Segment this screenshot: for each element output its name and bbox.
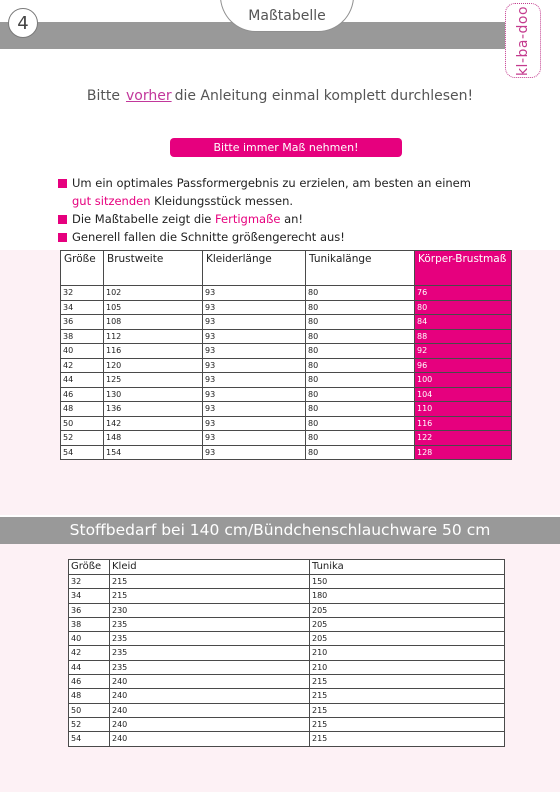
table-cell: 50 xyxy=(61,416,104,431)
table-cell: 32 xyxy=(61,286,104,301)
table-cell: 48 xyxy=(61,402,104,417)
fabric-table-header-row xyxy=(69,560,505,575)
table-cell: 128 xyxy=(415,445,512,460)
table-cell: 93 xyxy=(203,358,306,373)
table-cell: 93 xyxy=(203,329,306,344)
bullet-3: Generell fallen die Schnitte größengerecht aus! xyxy=(72,230,345,244)
table-cell: 54 xyxy=(61,445,104,460)
table-cell: 93 xyxy=(203,315,306,330)
table-cell: 96 xyxy=(415,358,512,373)
table-cell: 93 xyxy=(203,373,306,388)
bullet-1-line1: Um ein optimales Passformergebnis zu erzielen, am besten an einem xyxy=(72,176,471,190)
table-cell: 116 xyxy=(415,416,512,431)
table-cell: 110 xyxy=(415,402,512,417)
table-cell: 92 xyxy=(415,344,512,359)
bullet-item xyxy=(58,210,471,228)
table-cell: 80 xyxy=(415,300,512,315)
table-cell: 215 xyxy=(310,717,505,731)
table-cell: 93 xyxy=(203,402,306,417)
table-row xyxy=(69,732,505,746)
table-cell: 93 xyxy=(203,387,306,402)
table-cell: 230 xyxy=(110,603,310,617)
table-row xyxy=(61,286,512,301)
table-cell: 93 xyxy=(203,416,306,431)
body-chest-col-header: Körper-Brustmaß xyxy=(415,251,512,286)
table-row xyxy=(61,416,512,431)
bullet-2-pre: Die Maßtabelle zeigt die xyxy=(72,212,212,226)
table-cell: 93 xyxy=(203,431,306,446)
bullet-item xyxy=(58,228,471,246)
table-row xyxy=(61,315,512,330)
intro-pre: Bitte xyxy=(86,88,120,104)
table-cell: 240 xyxy=(110,732,310,746)
table-cell: 205 xyxy=(310,603,505,617)
size-col-header: Größe xyxy=(61,251,104,286)
table-cell: 80 xyxy=(306,329,415,344)
table-cell: 50 xyxy=(69,703,110,717)
table-cell: 80 xyxy=(306,373,415,388)
table-cell: 80 xyxy=(306,300,415,315)
table-cell: 210 xyxy=(310,646,505,660)
table-cell: 38 xyxy=(61,329,104,344)
table-cell: 42 xyxy=(61,358,104,373)
table-cell: 130 xyxy=(104,387,203,402)
page-number: 4 xyxy=(8,8,38,38)
table-cell: 210 xyxy=(310,660,505,674)
table-cell: 88 xyxy=(415,329,512,344)
notice-badge: Bitte immer Maß nehmen! xyxy=(170,138,402,157)
table-cell: 116 xyxy=(104,344,203,359)
table-row xyxy=(61,373,512,388)
table-cell: 235 xyxy=(110,646,310,660)
table-cell: 142 xyxy=(104,416,203,431)
table-cell: 44 xyxy=(69,660,110,674)
table-cell: 40 xyxy=(61,344,104,359)
dress-length-col-header: Kleiderlänge xyxy=(203,251,306,286)
table-cell: 105 xyxy=(104,300,203,315)
table-row xyxy=(69,717,505,731)
table-cell: 180 xyxy=(310,589,505,603)
table-cell: 240 xyxy=(110,703,310,717)
table-row xyxy=(61,300,512,315)
table-row xyxy=(69,689,505,703)
table-row xyxy=(69,589,505,603)
table-cell: 148 xyxy=(104,431,203,446)
bullet-list xyxy=(58,174,471,246)
table-cell: 93 xyxy=(203,286,306,301)
bullet-square-icon xyxy=(58,215,67,224)
table-cell: 100 xyxy=(415,373,512,388)
table-row xyxy=(69,660,505,674)
table-cell: 80 xyxy=(306,344,415,359)
fabric-section-title: Stoffbedarf bei 140 cm/Bündchenschlauchware 50 cm xyxy=(0,517,560,544)
fabric-tunic-col-header: Tunika xyxy=(310,560,505,575)
table-row xyxy=(69,703,505,717)
table-cell: 46 xyxy=(61,387,104,402)
table-cell: 80 xyxy=(306,358,415,373)
table-cell: 80 xyxy=(306,431,415,446)
table-cell: 235 xyxy=(110,632,310,646)
table-cell: 215 xyxy=(310,732,505,746)
table-cell: 112 xyxy=(104,329,203,344)
bullet-square-icon xyxy=(58,179,67,188)
table-row xyxy=(61,402,512,417)
table-row xyxy=(69,675,505,689)
table-cell: 215 xyxy=(110,575,310,589)
table-cell: 136 xyxy=(104,402,203,417)
bullet-square-icon xyxy=(58,233,67,242)
table-cell: 44 xyxy=(61,373,104,388)
brand-logo xyxy=(505,3,541,78)
table-cell: 240 xyxy=(110,689,310,703)
size-table xyxy=(60,250,512,460)
fabric-table xyxy=(68,559,505,747)
table-cell: 46 xyxy=(69,675,110,689)
bullet-2-highlight: Fertigmaße xyxy=(215,212,281,226)
table-cell: 52 xyxy=(69,717,110,731)
table-cell: 34 xyxy=(61,300,104,315)
table-row xyxy=(69,575,505,589)
tunic-length-col-header: Tunikalänge xyxy=(306,251,415,286)
bullet-1-highlight: gut sitzenden xyxy=(72,194,151,208)
table-row xyxy=(69,603,505,617)
table-row xyxy=(61,329,512,344)
fabric-size-col-header: Größe xyxy=(69,560,110,575)
table-cell: 215 xyxy=(310,689,505,703)
table-cell: 102 xyxy=(104,286,203,301)
table-row xyxy=(61,445,512,460)
table-cell: 80 xyxy=(306,402,415,417)
table-cell: 52 xyxy=(61,431,104,446)
table-cell: 122 xyxy=(415,431,512,446)
table-cell: 205 xyxy=(310,617,505,631)
table-cell: 120 xyxy=(104,358,203,373)
table-cell: 215 xyxy=(110,589,310,603)
table-cell: 240 xyxy=(110,675,310,689)
table-cell: 104 xyxy=(415,387,512,402)
table-cell: 76 xyxy=(415,286,512,301)
table-cell: 80 xyxy=(306,416,415,431)
table-cell: 40 xyxy=(69,632,110,646)
bullet-2-post: an! xyxy=(284,212,304,226)
table-cell: 93 xyxy=(203,445,306,460)
table-cell: 235 xyxy=(110,660,310,674)
table-cell: 80 xyxy=(306,315,415,330)
fabric-dress-col-header: Kleid xyxy=(110,560,310,575)
table-cell: 42 xyxy=(69,646,110,660)
table-row xyxy=(69,632,505,646)
table-row xyxy=(69,646,505,660)
table-cell: 36 xyxy=(61,315,104,330)
table-cell: 125 xyxy=(104,373,203,388)
table-cell: 240 xyxy=(110,717,310,731)
table-cell: 93 xyxy=(203,344,306,359)
bullet-item xyxy=(58,174,471,210)
table-cell: 84 xyxy=(415,315,512,330)
table-cell: 80 xyxy=(306,387,415,402)
table-cell: 80 xyxy=(306,286,415,301)
table-cell: 235 xyxy=(110,617,310,631)
table-cell: 38 xyxy=(69,617,110,631)
table-cell: 215 xyxy=(310,703,505,717)
chest-width-col-header: Brustweite xyxy=(104,251,203,286)
table-cell: 108 xyxy=(104,315,203,330)
table-row xyxy=(61,358,512,373)
table-cell: 48 xyxy=(69,689,110,703)
intro-post: die Anleitung einmal komplett durchlesen! xyxy=(174,88,474,104)
table-cell: 150 xyxy=(310,575,505,589)
brand-text: kl-ba-doo xyxy=(515,5,531,76)
table-row xyxy=(61,344,512,359)
page-title: Maßtabelle xyxy=(220,0,354,32)
table-row xyxy=(61,431,512,446)
table-cell: 34 xyxy=(69,589,110,603)
table-cell: 54 xyxy=(69,732,110,746)
table-row xyxy=(61,387,512,402)
table-cell: 93 xyxy=(203,300,306,315)
intro-highlight: vorher xyxy=(125,88,172,104)
size-table-header-row xyxy=(61,251,512,286)
table-row xyxy=(69,617,505,631)
table-cell: 154 xyxy=(104,445,203,460)
table-cell: 215 xyxy=(310,675,505,689)
intro-line xyxy=(0,88,560,104)
table-cell: 205 xyxy=(310,632,505,646)
table-cell: 80 xyxy=(306,445,415,460)
bullet-1-rest: Kleidungsstück messen. xyxy=(154,194,294,208)
table-cell: 36 xyxy=(69,603,110,617)
table-cell: 32 xyxy=(69,575,110,589)
